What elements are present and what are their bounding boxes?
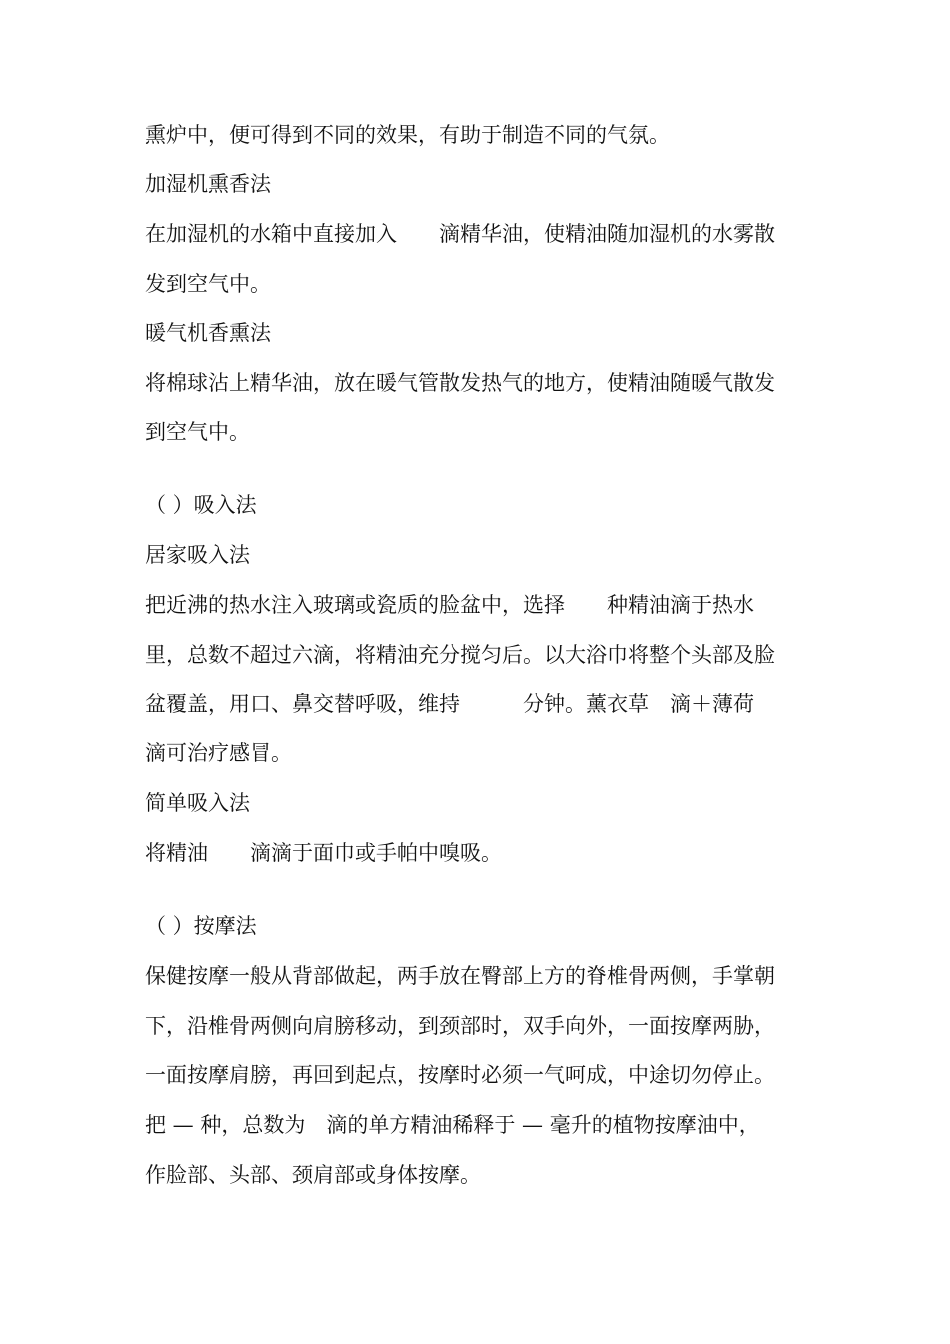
body-text-line: 作脸部、头部、颈肩部或身体按摩。 xyxy=(145,1163,481,1187)
body-text-line: 滴可治疗感冒。 xyxy=(145,741,292,765)
body-text-line: 熏炉中，便可得到不同的效果，有助于制造不同的气氛。 xyxy=(145,123,670,147)
body-text-line: 盆覆盖，用口、鼻交替呼吸，维持 分钟。薰衣草 滴＋薄荷 xyxy=(145,692,754,716)
body-text-line: 一面按摩肩膀，再回到起点，按摩时必须一气呵成，中途切勿停止。 xyxy=(145,1063,775,1087)
body-text-line: 把 — 种，总数为 滴的单方精油稀释于 — 毫升的植物按摩油中， xyxy=(145,1113,760,1137)
body-text-line: 里，总数不超过六滴，将精油充分搅匀后。以大浴巾将整个头部及脸 xyxy=(145,643,775,667)
body-text-line: 下，沿椎骨两侧向肩膀移动，到颈部时，双手向外，一面按摩两胁， xyxy=(145,1014,775,1038)
body-text-line: 把近沸的热水注入玻璃或瓷质的脸盆中，选择 种精油滴于热水 xyxy=(145,593,754,617)
subheading-heater: 暖气机香熏法 xyxy=(145,321,271,345)
subheading-humidifier: 加湿机熏香法 xyxy=(145,172,271,196)
subheading-home-inhalation: 居家吸入法 xyxy=(145,543,250,567)
section-heading-inhalation: （ ）吸入法 xyxy=(145,493,257,517)
body-text-line: 将棉球沾上精华油，放在暖气管散发热气的地方，使精油随暖气散发 xyxy=(145,371,775,395)
body-text-line: 将精油 滴滴于面巾或手帕中嗅吸。 xyxy=(145,841,502,865)
body-text-line: 发到空气中。 xyxy=(145,272,271,296)
body-text-line: 到空气中。 xyxy=(145,420,250,444)
body-text-line: 在加湿机的水箱中直接加入 滴精华油，使精油随加湿机的水雾散 xyxy=(145,222,775,246)
subheading-simple-inhalation: 简单吸入法 xyxy=(145,791,250,815)
body-text-line: 保健按摩一般从背部做起，两手放在臀部上方的脊椎骨两侧，手掌朝 xyxy=(145,964,775,988)
section-heading-massage: （ ）按摩法 xyxy=(145,914,257,938)
